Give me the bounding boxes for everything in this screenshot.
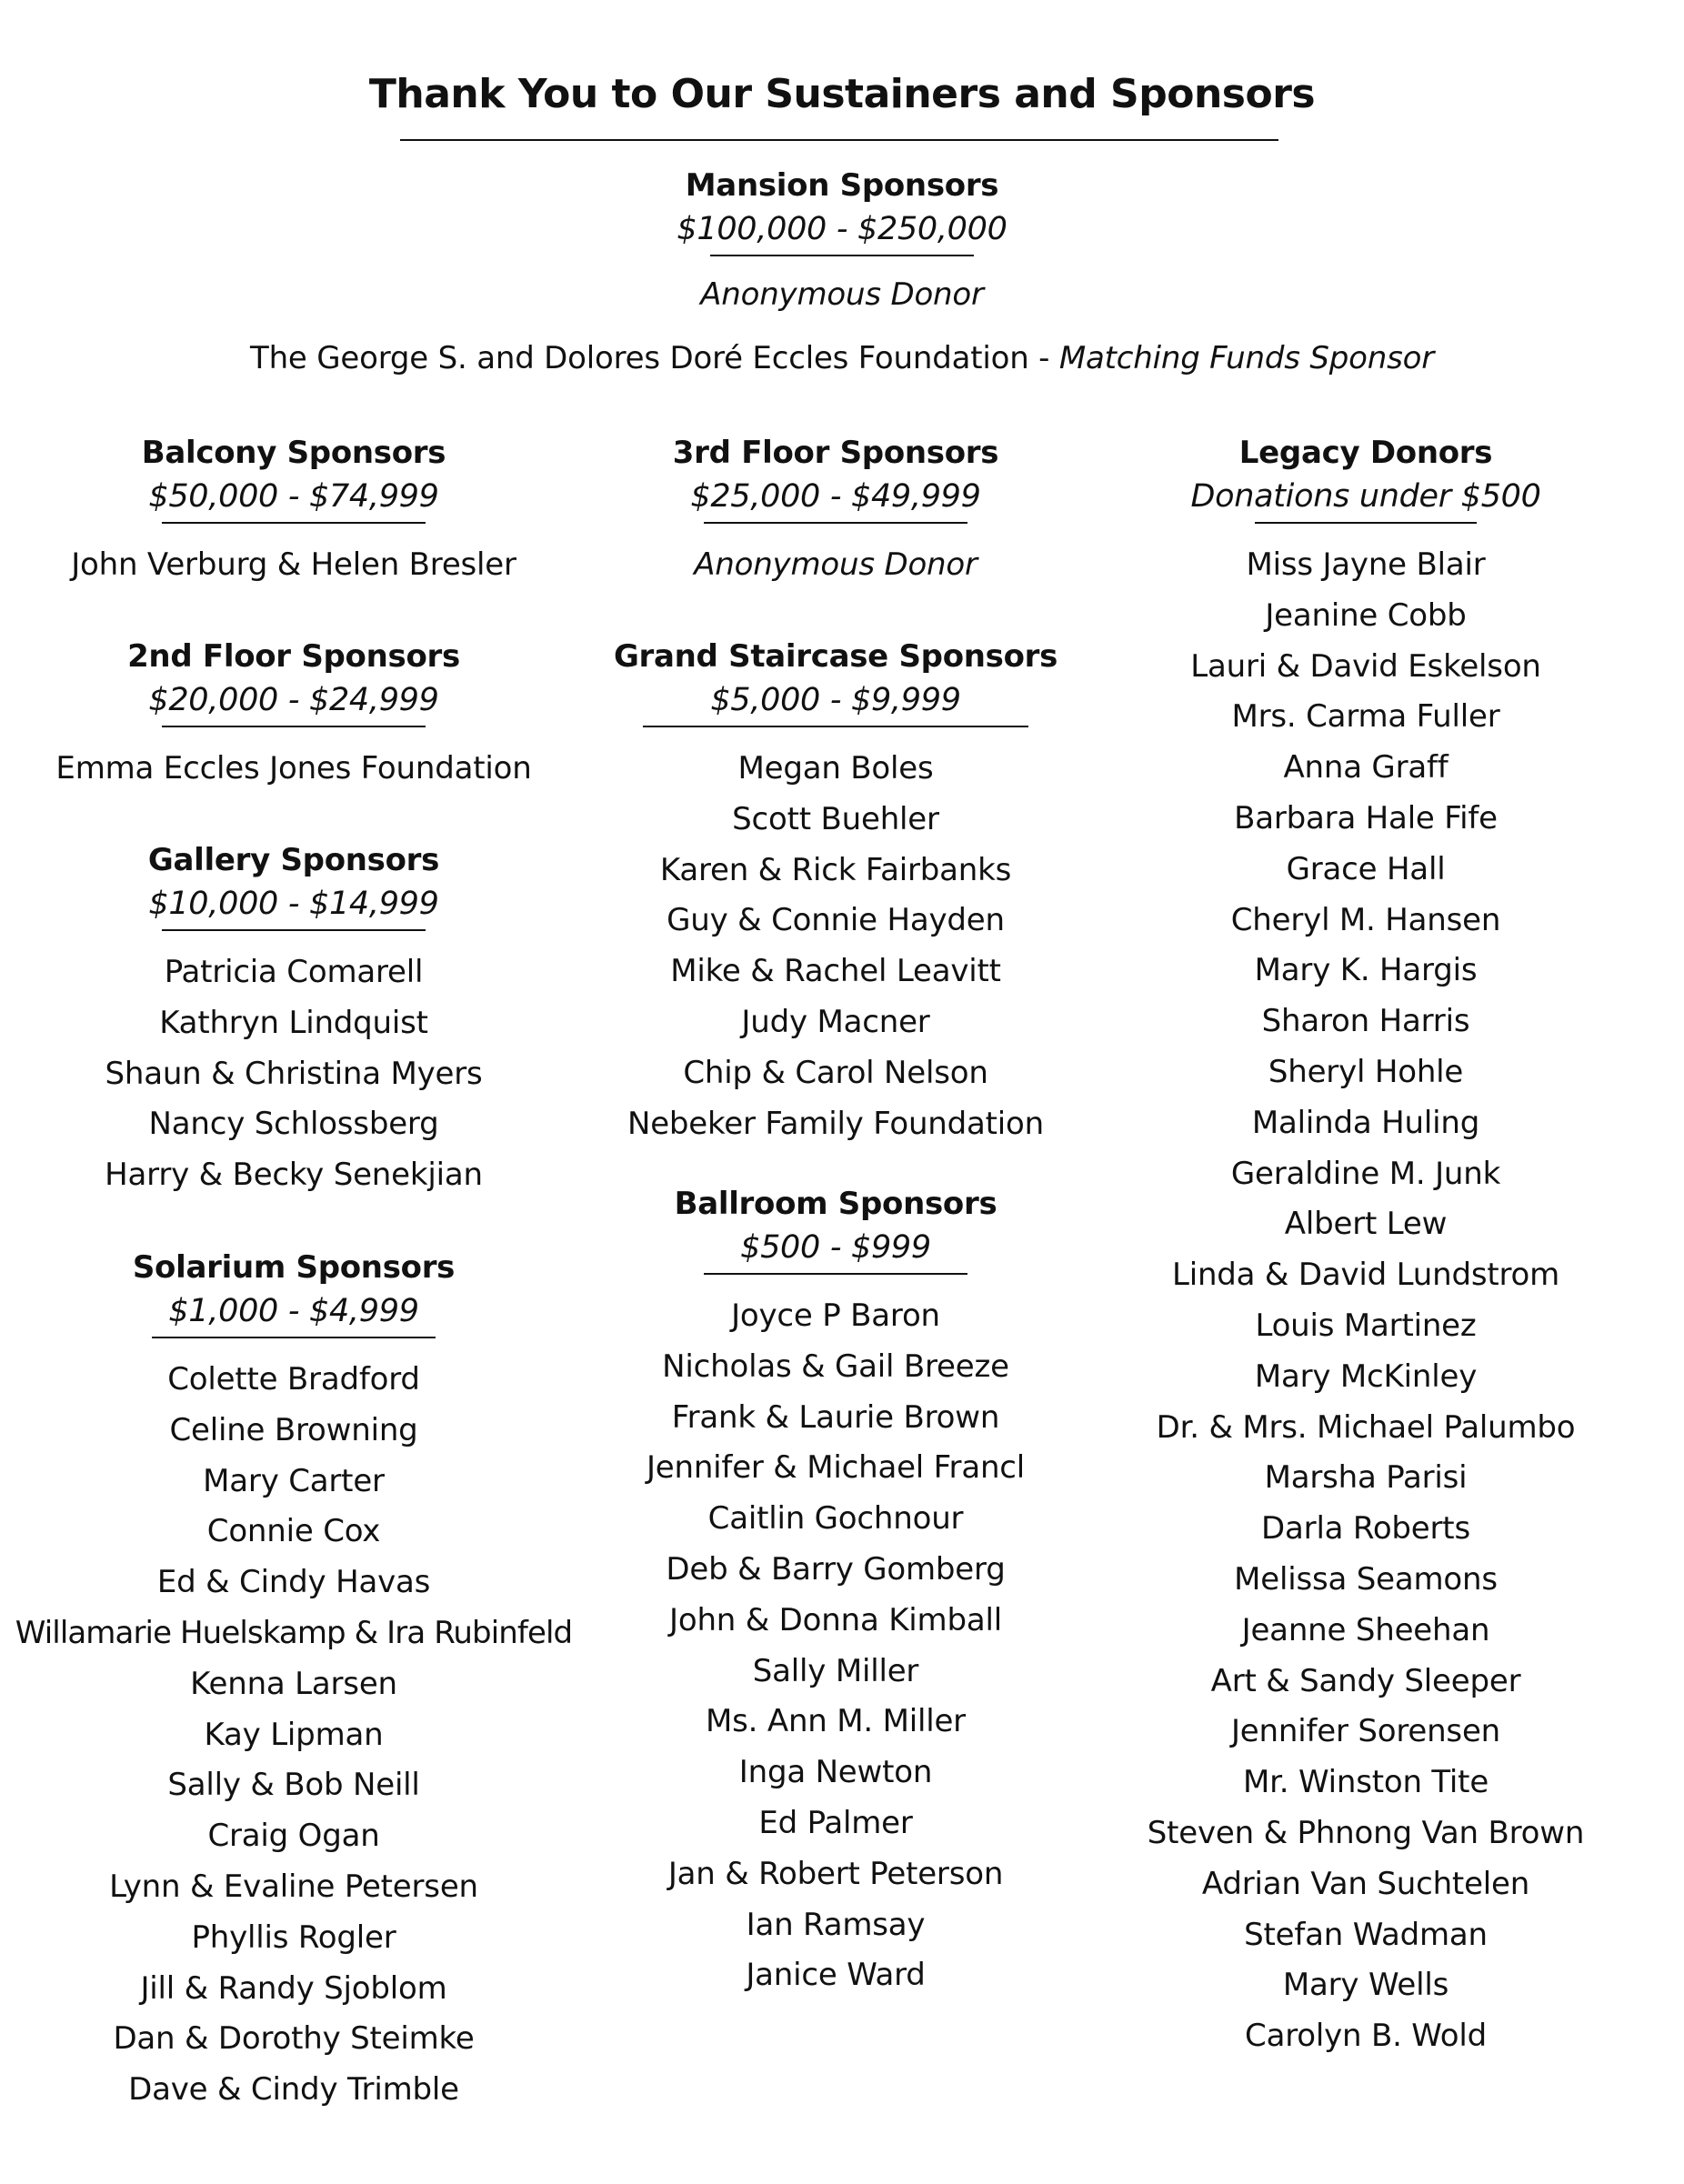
- donor-name: Art & Sandy Sleeper: [1210, 1662, 1521, 1699]
- donor-name: Sharon Harris: [1261, 1003, 1470, 1040]
- balcony-sponsors-section: [0, 431, 587, 591]
- donor-name: Kenna Larsen: [190, 1665, 397, 1702]
- donor-name: Kay Lipman: [204, 1716, 384, 1753]
- tier-name: Mansion Sponsors: [685, 167, 999, 204]
- gallery-sponsors-section: [0, 838, 587, 1201]
- donor-list: [587, 744, 1084, 1149]
- donor-name: Colette Bradford: [167, 1361, 420, 1398]
- donor-name: Jeanine Cobb: [1265, 596, 1467, 634]
- donor-name: Caitlin Gochnour: [707, 1500, 964, 1538]
- title-divider: [400, 139, 1278, 141]
- tier-divider: [704, 1273, 967, 1275]
- donor-name: Phyllis Rogler: [191, 1919, 396, 1956]
- donor-name: Megan Boles: [737, 750, 934, 786]
- tier-range: $100,000 - $250,000: [677, 211, 1007, 247]
- donor-name: Shaun & Christina Myers: [105, 1055, 483, 1092]
- donor-name: Adrian Van Suchtelen: [1201, 1865, 1530, 1902]
- donor-name: Jeanne Sheehan: [1241, 1611, 1490, 1648]
- third-floor-sponsors-section: [587, 431, 1084, 591]
- donor-name: Mr. Winston Tite: [1242, 1764, 1489, 1801]
- tier-divider: [162, 522, 426, 524]
- donor-name: Melissa Seamons: [1234, 1560, 1498, 1598]
- mansion-sponsors-section: [205, 164, 1479, 380]
- tier-divider: [1255, 522, 1477, 524]
- donor-name: Kathryn Lindquist: [159, 1004, 428, 1041]
- donor-name: Sheryl Hohle: [1268, 1053, 1464, 1090]
- donor-name: Ian Ramsay: [746, 1906, 926, 1943]
- donor-list: [0, 744, 587, 795]
- tier-divider: [152, 1337, 436, 1338]
- donor-name: Janice Ward: [746, 1957, 926, 1994]
- tier-range: $1,000 - $4,999: [168, 1293, 419, 1329]
- donor-name: Inga Newton: [738, 1754, 933, 1791]
- donor-name: Ms. Ann M. Miller: [706, 1703, 966, 1740]
- donor-name: Miss Jayne Blair: [1246, 546, 1486, 583]
- tier-name: Solarium Sponsors: [132, 1249, 456, 1286]
- tier-range: $500 - $999: [740, 1229, 931, 1266]
- donor-name: Judy Macner: [741, 1003, 930, 1040]
- donor-name: Guy & Connie Hayden: [667, 902, 1005, 939]
- donor-name: Sally & Bob Neill: [167, 1767, 420, 1804]
- donor-name: Linda & David Lundstrom: [1171, 1257, 1560, 1294]
- donor-name: Craig Ogan: [207, 1818, 380, 1855]
- donor-name: Mrs. Carma Fuller: [1231, 698, 1500, 736]
- tier-range: $20,000 - $24,999: [148, 682, 439, 718]
- donor-name: Mary K. Hargis: [1254, 952, 1478, 989]
- donor-name: Connie Cox: [206, 1513, 381, 1550]
- donor-name: Grace Hall: [1286, 850, 1446, 887]
- donor-name: Dan & Dorothy Steimke: [113, 2020, 475, 2058]
- donor-name: Anna Graff: [1283, 749, 1448, 786]
- donor-name: Nancy Schlossberg: [148, 1106, 439, 1143]
- donor-name: Patricia Comarell: [164, 954, 424, 990]
- donor-list: [1111, 540, 1620, 2062]
- tier-name: Grand Staircase Sponsors: [613, 638, 1058, 675]
- donor-name: Cheryl M. Hansen: [1230, 901, 1501, 938]
- donor-name: Lynn & Evaline Petersen: [109, 1868, 478, 1905]
- donor-name: Louis Martinez: [1255, 1307, 1477, 1344]
- donor-name: Ed Palmer: [758, 1804, 913, 1841]
- donor-name: John Verburg & Helen Bresler: [71, 546, 516, 583]
- donor-name: Malinda Huling: [1251, 1104, 1480, 1141]
- donor-name: Harry & Becky Senekjian: [105, 1157, 483, 1194]
- tier-name: Legacy Donors: [1238, 435, 1493, 471]
- donor-list: [587, 540, 1084, 591]
- matching-funds-sponsor: [205, 336, 1479, 380]
- donor-name: Scott Buehler: [732, 800, 939, 837]
- legacy-donors-section: [1111, 431, 1620, 2062]
- donor-name: John & Donna Kimball: [669, 1601, 1002, 1638]
- tier-divider: [710, 255, 974, 256]
- donor-name: Dr. & Mrs. Michael Palumbo: [1156, 1408, 1576, 1446]
- tier-range: $10,000 - $14,999: [148, 886, 439, 922]
- donor-list: [0, 947, 587, 1201]
- donor-name: Deb & Barry Gomberg: [666, 1550, 1006, 1588]
- tier-range: Donations under $500: [1190, 478, 1541, 515]
- donor-name: Mary McKinley: [1254, 1357, 1478, 1395]
- donor-name: Jennifer Sorensen: [1230, 1713, 1501, 1750]
- tier-name: 3rd Floor Sponsors: [672, 435, 999, 471]
- donor-name: Jill & Randy Sjoblom: [140, 1969, 447, 2007]
- tier-name: Balcony Sponsors: [141, 435, 446, 471]
- tier-name: Ballroom Sponsors: [674, 1186, 997, 1222]
- anonymous-donor: Anonymous Donor: [694, 546, 977, 583]
- donor-name: Lauri & David Eskelson: [1190, 647, 1541, 685]
- donor-list: [0, 1355, 587, 2116]
- donor-name: Nebeker Family Foundation: [626, 1105, 1045, 1142]
- tier-name: Gallery Sponsors: [147, 842, 440, 878]
- donor-name: Darla Roberts: [1261, 1510, 1470, 1548]
- donor-name: Carolyn B. Wold: [1245, 2018, 1487, 2055]
- donor-name: Steven & Phnong Van Brown: [1147, 1814, 1585, 1851]
- foundation-name: The George S. and Dolores Doré Eccles Foundation -: [250, 340, 1050, 376]
- donor-name: Stefan Wadman: [1244, 1916, 1488, 1953]
- donor-name: Albert Lew: [1284, 1206, 1448, 1243]
- tier-range: $25,000 - $49,999: [690, 478, 981, 515]
- tier-name: 2nd Floor Sponsors: [127, 638, 460, 675]
- donor-name: Dave & Cindy Trimble: [128, 2071, 459, 2109]
- donor-name: Willamarie Huelskamp & Ira Rubinfeld: [15, 1614, 573, 1651]
- donor-name: Joyce P Baron: [731, 1297, 940, 1334]
- donor-name: Frank & Laurie Brown: [671, 1398, 1000, 1436]
- foundation-role: Matching Funds Sponsor: [1058, 340, 1434, 376]
- donor-name: Barbara Hale Fife: [1234, 799, 1498, 837]
- donor-name: Geraldine M. Junk: [1230, 1155, 1501, 1192]
- second-floor-sponsors-section: [0, 635, 587, 795]
- tier-range: $5,000 - $9,999: [710, 682, 961, 718]
- donor-name: Sally Miller: [752, 1652, 919, 1689]
- donor-name: Karen & Rick Fairbanks: [659, 851, 1012, 888]
- grand-staircase-sponsors-section: [587, 635, 1084, 1149]
- tier-range: $50,000 - $74,999: [148, 478, 439, 515]
- solarium-sponsors-section: [0, 1246, 587, 2116]
- tier-divider: [162, 726, 426, 727]
- tier-divider: [704, 522, 967, 524]
- donor-name: Emma Eccles Jones Foundation: [55, 750, 532, 786]
- anonymous-donor: Anonymous Donor: [700, 276, 984, 313]
- donor-name: Ed & Cindy Havas: [156, 1564, 431, 1601]
- donor-name: Nicholas & Gail Breeze: [662, 1347, 1009, 1385]
- ballroom-sponsors-section: [587, 1182, 1084, 2001]
- tier-divider: [162, 929, 426, 931]
- tier-divider: [643, 726, 1028, 727]
- donor-name: Mary Carter: [203, 1462, 385, 1499]
- donor-name: Marsha Parisi: [1264, 1459, 1468, 1497]
- donor-name: Mary Wells: [1282, 1967, 1449, 2004]
- donor-list: [0, 540, 587, 591]
- donor-name: Celine Browning: [169, 1411, 418, 1448]
- page-title: Thank You to Our Sustainers and Sponsors: [368, 71, 1316, 117]
- donor-list: [587, 1291, 1084, 2001]
- donor-name: Jan & Robert Peterson: [667, 1855, 1004, 1892]
- donor-name: Mike & Rachel Leavitt: [670, 953, 1001, 990]
- donor-name: Chip & Carol Nelson: [683, 1054, 988, 1091]
- donor-name: Jennifer & Michael Francl: [646, 1449, 1026, 1487]
